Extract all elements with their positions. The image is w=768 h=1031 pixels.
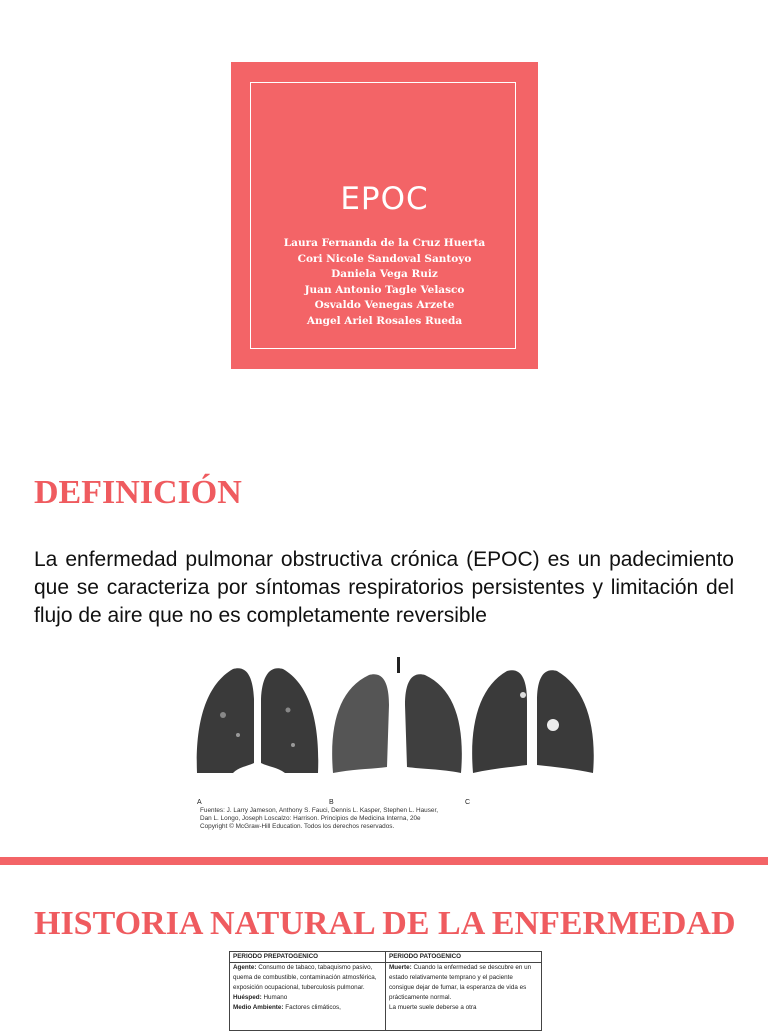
ct-scan-panel-c	[472, 670, 594, 773]
panel-label-b: B	[329, 799, 334, 806]
author-name: Cori Nicole Sandoval Santoyo	[297, 252, 472, 265]
figure-caption	[200, 807, 490, 831]
authors-list	[231, 236, 538, 329]
caption-line: Copyright © McGraw-Hill Education. Todos los derechos reservados.	[200, 823, 395, 830]
ct-scan-image	[193, 655, 605, 805]
author-name: Juan Antonio Tagle Velasco	[304, 283, 465, 296]
pathogenic-column	[385, 952, 541, 1030]
author-name: Angel Ariel Rosales Rueda	[306, 314, 463, 327]
prepathogenic-column	[230, 952, 385, 1030]
ct-scan-figure	[193, 655, 605, 850]
pathogenic-header: PERIODO PATOGENICO	[386, 952, 541, 963]
agent-entry: Agente: Consumo de tabaco, tabaquismo pasivo, quema de combustible, contaminación atmosférica, exposición ocupacional, tuberculosis pulmonar.	[233, 964, 377, 991]
author-name: Daniela Vega Ruiz	[331, 268, 438, 280]
definition-heading: DEFINICIÓN	[34, 474, 242, 511]
ct-scan-panel-b	[332, 657, 462, 773]
caption-line: Fuentes: J. Larry Jameson, Anthony S. Fauci, Dennis L. Kasper, Stephen L. Hauser,	[200, 807, 439, 814]
author-name: Laura Fernanda de la Cruz Huerta	[283, 237, 486, 249]
host-entry: Huésped: Humano	[233, 994, 288, 1001]
panel-label-c: C	[465, 799, 471, 806]
death-entry: Muerte: Cuando la enfermedad se descubre en un estado relativamente temprano y el paciente consigue dejar de fumar, la esperanza de vida es prácticamente normal.	[389, 964, 532, 1001]
definition-text: La enfermedad pulmonar obstructiva crónica (EPOC) es un padecimiento que se caracteriza por síntomas respiratorios persistentes y limitación del flujo de aire que no es completamente reversible	[34, 548, 734, 627]
history-heading: HISTORIA NATURAL DE LA ENFERMEDAD	[34, 905, 736, 942]
caption-line: Dan L. Longo, Joseph Loscalzo: Harrison. Principios de Medicina Interna, 20e	[200, 815, 421, 822]
prepathogenic-header: PERIODO PREPATOGENICO	[230, 952, 385, 963]
natural-history-table	[229, 951, 542, 1031]
death-extra-entry: La muerte suele deberse a otra	[389, 1004, 477, 1011]
title-card	[231, 62, 538, 369]
section-divider	[0, 857, 768, 865]
environment-entry: Medio Ambiente: Factores climáticos,	[233, 1004, 341, 1011]
author-name: Osvaldo Venegas Arzete	[314, 299, 455, 311]
presentation-title: EPOC	[340, 181, 429, 217]
panel-label-a: A	[197, 799, 202, 806]
ct-scan-panel-a	[197, 668, 319, 773]
